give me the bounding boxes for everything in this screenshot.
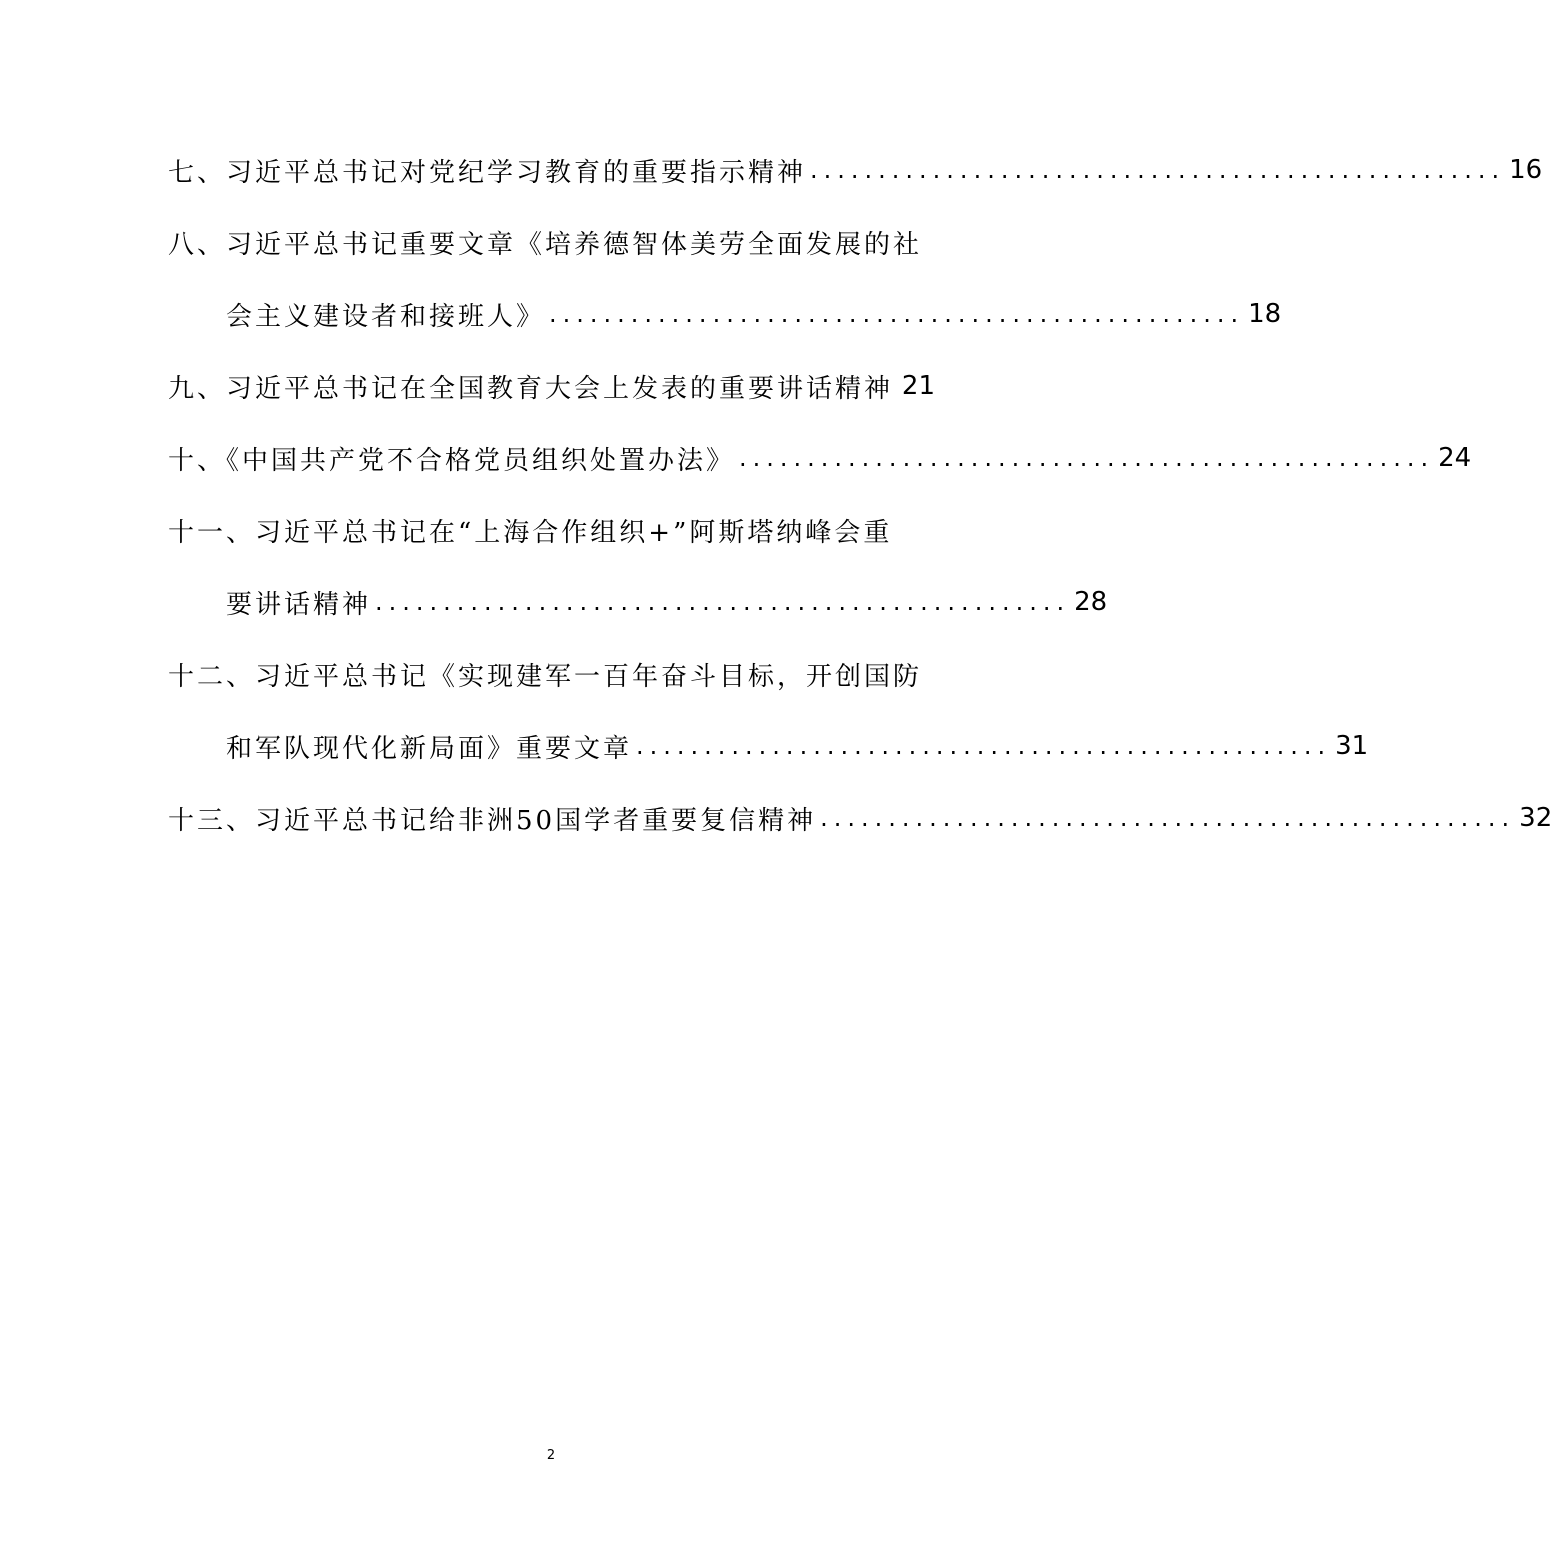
toc-entry-8-continued[interactable] [168,278,1282,350]
toc-entry-page: 18 [1248,299,1282,329]
toc-entry-title: 十三、习近平总书记给非洲50国学者重要复信精神 [168,805,817,836]
toc-entry-title: 和军队现代化新局面》重要文章 [226,733,633,764]
toc-entry-11[interactable] [168,494,935,566]
toc-entry-title: 会主义建设者和接班人》 [226,301,546,332]
toc-entry-title: 七、习近平总书记对党纪学习教育的重要指示精神 [168,157,807,188]
dot-leader: ................................................... [375,588,1071,616]
toc-entry-page: 16 [1509,155,1543,185]
toc-entry-page: 24 [1438,443,1472,473]
toc-entry-7[interactable] [168,134,1543,206]
toc-entry-page: 21 [901,371,935,401]
dot-leader [897,372,898,400]
toc-entry-page: 32 [1519,803,1552,833]
toc-entry-title: 十、《中国共产党不合格党员组织处置办法》 [168,445,736,476]
toc-entry-13[interactable] [168,782,1552,854]
toc-entry-8[interactable] [168,206,935,278]
toc-entry-12-continued[interactable] [168,710,1369,782]
dot-leader: ................................................... [739,444,1435,472]
dot-leader: ................................................... [820,804,1516,832]
toc-entry-title: 十一、习近平总书记在“上海合作组织+”阿斯塔纳峰会重 [168,517,893,548]
dot-leader: ................................................... [549,300,1245,328]
toc-entry-title: 九、习近平总书记在全国教育大会上发表的重要讲话精神 [168,373,894,404]
toc-entry-page: 31 [1335,731,1369,761]
toc-entry-11-continued[interactable] [168,566,1108,638]
dot-leader: ................................................... [636,732,1332,760]
page-number: 2 [546,1448,556,1463]
toc-entry-title: 八、习近平总书记重要文章《培养德智体美劳全面发展的社 [168,229,923,260]
dot-leader: ................................................... [810,156,1506,184]
toc-entry-title: 要讲话精神 [226,589,372,620]
toc-entry-title: 十二、习近平总书记《实现建军一百年奋斗目标，开创国防 [168,661,923,692]
toc-entry-10[interactable] [168,422,1472,494]
toc-entry-9[interactable] [168,350,935,422]
toc-entry-12[interactable] [168,638,935,710]
table-of-contents [168,134,1552,854]
toc-entry-page: 28 [1074,587,1108,617]
